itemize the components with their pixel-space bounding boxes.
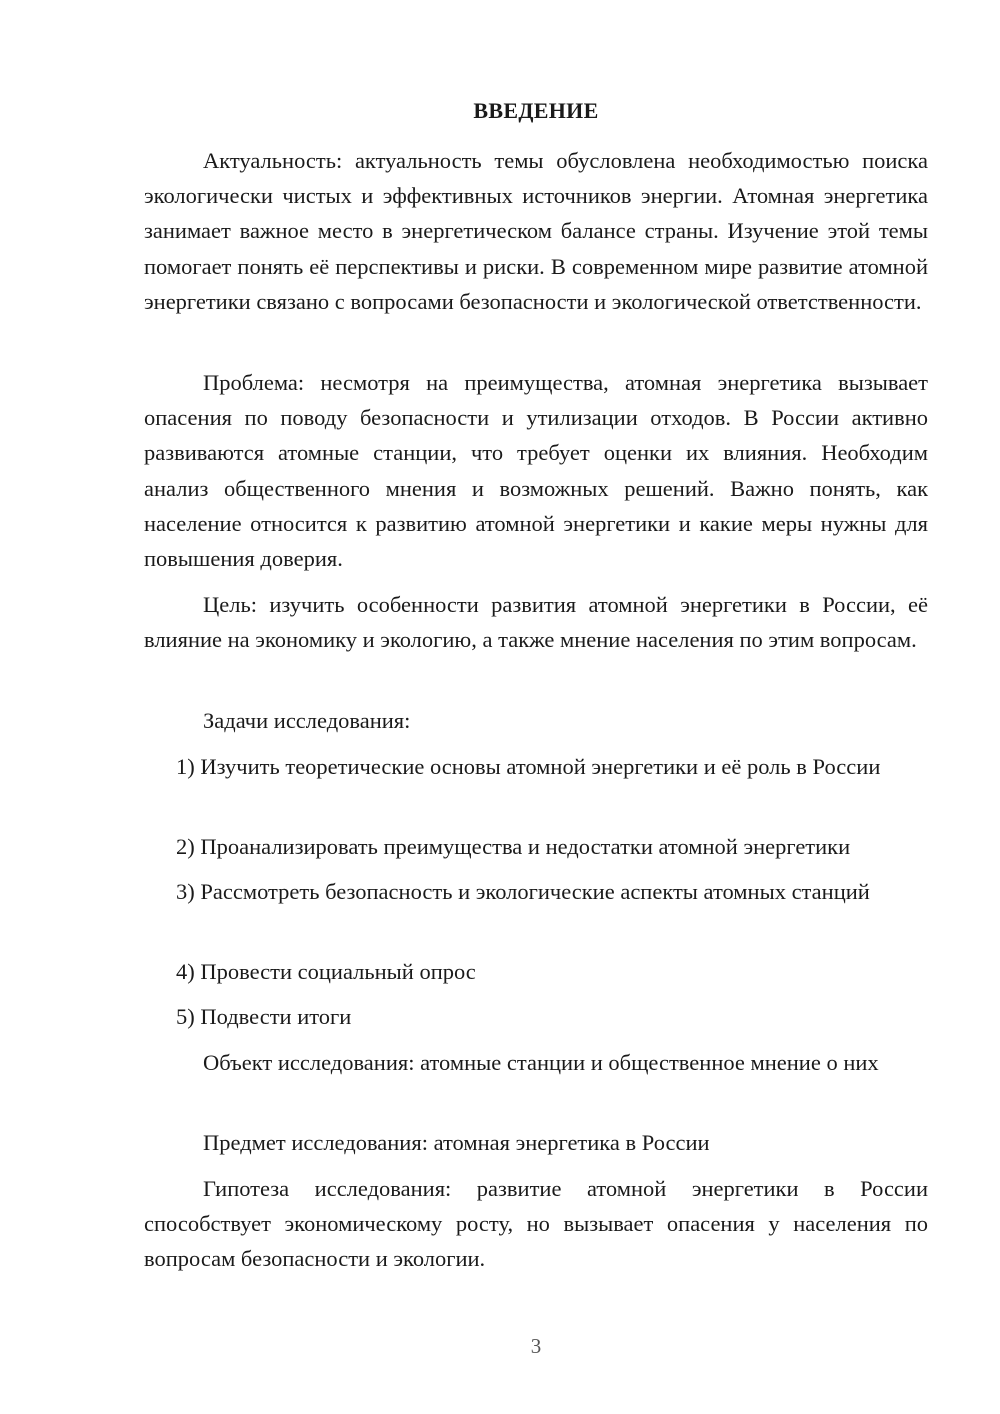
paragraph-goal: Цель: изучить особенности развития атомной энергетики в России, её влияние на экономику и экологию, а также мнение населения по этим вопросам. xyxy=(144,592,928,653)
page-title: ВВЕДЕНИЕ xyxy=(473,98,599,123)
paragraph-object: Объект исследования: атомные станции и общественное мнение о них xyxy=(203,1050,879,1075)
paragraph-subject: Предмет исследования: атомная энергетика в России xyxy=(203,1130,710,1155)
paragraph-relevance: Актуальность: актуальность темы обусловлена необходимостью поиска экологически чистых и эффективных источников энергии. Атомная энергетика занимает важное место в энергетическом балансе страны. Изучение этой темы помогает понять её перспективы и риски. В современном мире развитие атомной энергетики связано с вопросами безопасности и экологической ответственности. xyxy=(144,148,928,314)
task-item-1: 1) Изучить теоретические основы атомной энергетики и её роль в России xyxy=(176,754,881,779)
page-number: 3 xyxy=(530,1334,542,1358)
paragraph-hypothesis: Гипотеза исследования: развитие атомной энергетики в России способствует экономическому росту, но вызывает опасения у населения по вопросам безопасности и экологии. xyxy=(144,1176,928,1272)
paragraph-problem: Проблема: несмотря на преимущества, атомная энергетика вызывает опасения по поводу безопасности и утилизации отходов. В России активно развиваются атомные станции, что требует оценки их влияния. Необходим анализ общественного мнения и возможных решений. Важно понять, как население относится к развитию атомной энергетики и какие меры нужны для повышения доверия. xyxy=(144,370,928,572)
task-item-4: 4) Провести социальный опрос xyxy=(176,959,476,984)
task-item-3: 3) Рассмотреть безопасность и экологические аспекты атомных станций xyxy=(176,879,870,904)
task-item-5: 5) Подвести итоги xyxy=(176,1004,352,1029)
task-item-2: 2) Проанализировать преимущества и недостатки атомной энергетики xyxy=(176,834,851,859)
tasks-heading: Задачи исследования: xyxy=(203,708,411,733)
